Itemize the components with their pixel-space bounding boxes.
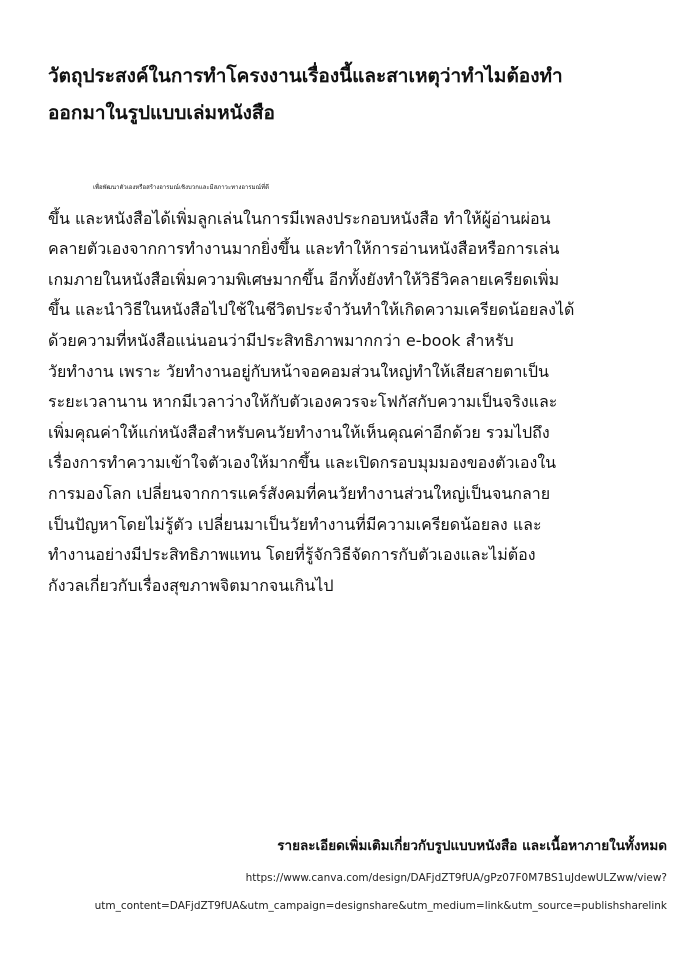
paragraph-line: วัยทำงาน เพราะ วัยทำงานอยู่กับหน้าจอคอมส่วนใหญ่ทำให้เสียสายตาเป็น xyxy=(48,361,549,381)
footer-link-line-2[interactable]: utm_content=DAFjdZT9fUA&utm_campaign=designshare&utm_medium=link&utm_source=publishsharelink xyxy=(94,900,667,912)
footer-heading: รายละเอียดเพิ่มเติมเกี่ยวกับรูปแบบหนังสือ และเนื้อหาภายในทั้งหมด xyxy=(277,838,667,854)
paragraph-line: กังวลเกี่ยวกับเรื่องสุขภาพจิตมากจนเกินไป xyxy=(48,575,334,595)
paragraph-line: การมองโลก เปลี่ยนจากการแคร์สังคมที่คนวัยทำงานส่วนใหญ่เป็นจนกลาย xyxy=(48,483,551,503)
paragraph-line: เพิ่มคุณค่าให้แก่หนังสือสำหรับคนวัยทำงานให้เห็นคุณค่าอีกด้วย รวมไปถึง xyxy=(48,422,550,442)
title-line: ออกมาในรูปแบบเล่มหนังสือ xyxy=(48,102,275,124)
paragraph-line: คลายตัวเองจากการทำงานมากยิ่งขึ้น และทำให้การอ่านหนังสือหรือการเล่น xyxy=(48,239,560,259)
paragraph-line: เพื่อพัฒนาตัวเองหรือสร้างอารมณ์เชิงบวกและมีสภาวะทางอารมณ์ที่ดี xyxy=(93,184,269,191)
paragraph-line: ด้วยความที่หนังสือแน่นอนว่ามีประสิทธิภาพมากกว่า e-book สำหรับ xyxy=(48,330,514,350)
paragraph-line: ขึ้น และหนังสือได้เพิ่มลูกเล่นในการมีเพลงประกอบหนังสือ ทำให้ผู้อ่านผ่อน xyxy=(48,208,551,228)
title-line: วัตถุประสงค์ในการทำโครงงานเรื่องนี้และสาเหตุว่าทำไมต้องทำ xyxy=(48,65,563,87)
paragraph-line: ระยะเวลานาน หากมีเวลาว่างให้กับตัวเองควรจะโฟกัสกับความเป็นจริงและ xyxy=(48,392,558,412)
paragraph-line: ทำงานอย่างมีประสิทธิภาพแทน โดยที่รู้จักวิธีจัดการกับตัวเองและไม่ต้อง xyxy=(48,545,536,565)
page-title xyxy=(48,58,648,132)
footer-link-line-1[interactable]: https://www.canva.com/design/DAFjdZT9fUA/gPz07F0M7BS1uJdewULZww/view? xyxy=(245,872,667,884)
paragraph-line: เกมภายในหนังสือเพิ่มความพิเศษมากขึ้น อีกทั้งยังทำให้วิธีวิคลายเครียดเพิ่ม xyxy=(48,269,560,289)
paragraph-line: เรื่องการทำความเข้าใจตัวเองให้มากขึ้น และเปิดกรอบมุมมองของตัวเองใน xyxy=(48,453,557,473)
body-paragraph xyxy=(48,173,648,601)
paragraph-line: เป็นปัญหาโดยไม่รู้ตัว เปลี่ยนมาเป็นวัยทำงานที่มีความเครียดน้อยลง และ xyxy=(48,514,542,534)
paragraph-line: ขึ้น และนำวิธีในหนังสือไปใช้ในชีวิตประจำวันทำให้เกิดความเครียดน้อยลงได้ xyxy=(48,300,575,320)
